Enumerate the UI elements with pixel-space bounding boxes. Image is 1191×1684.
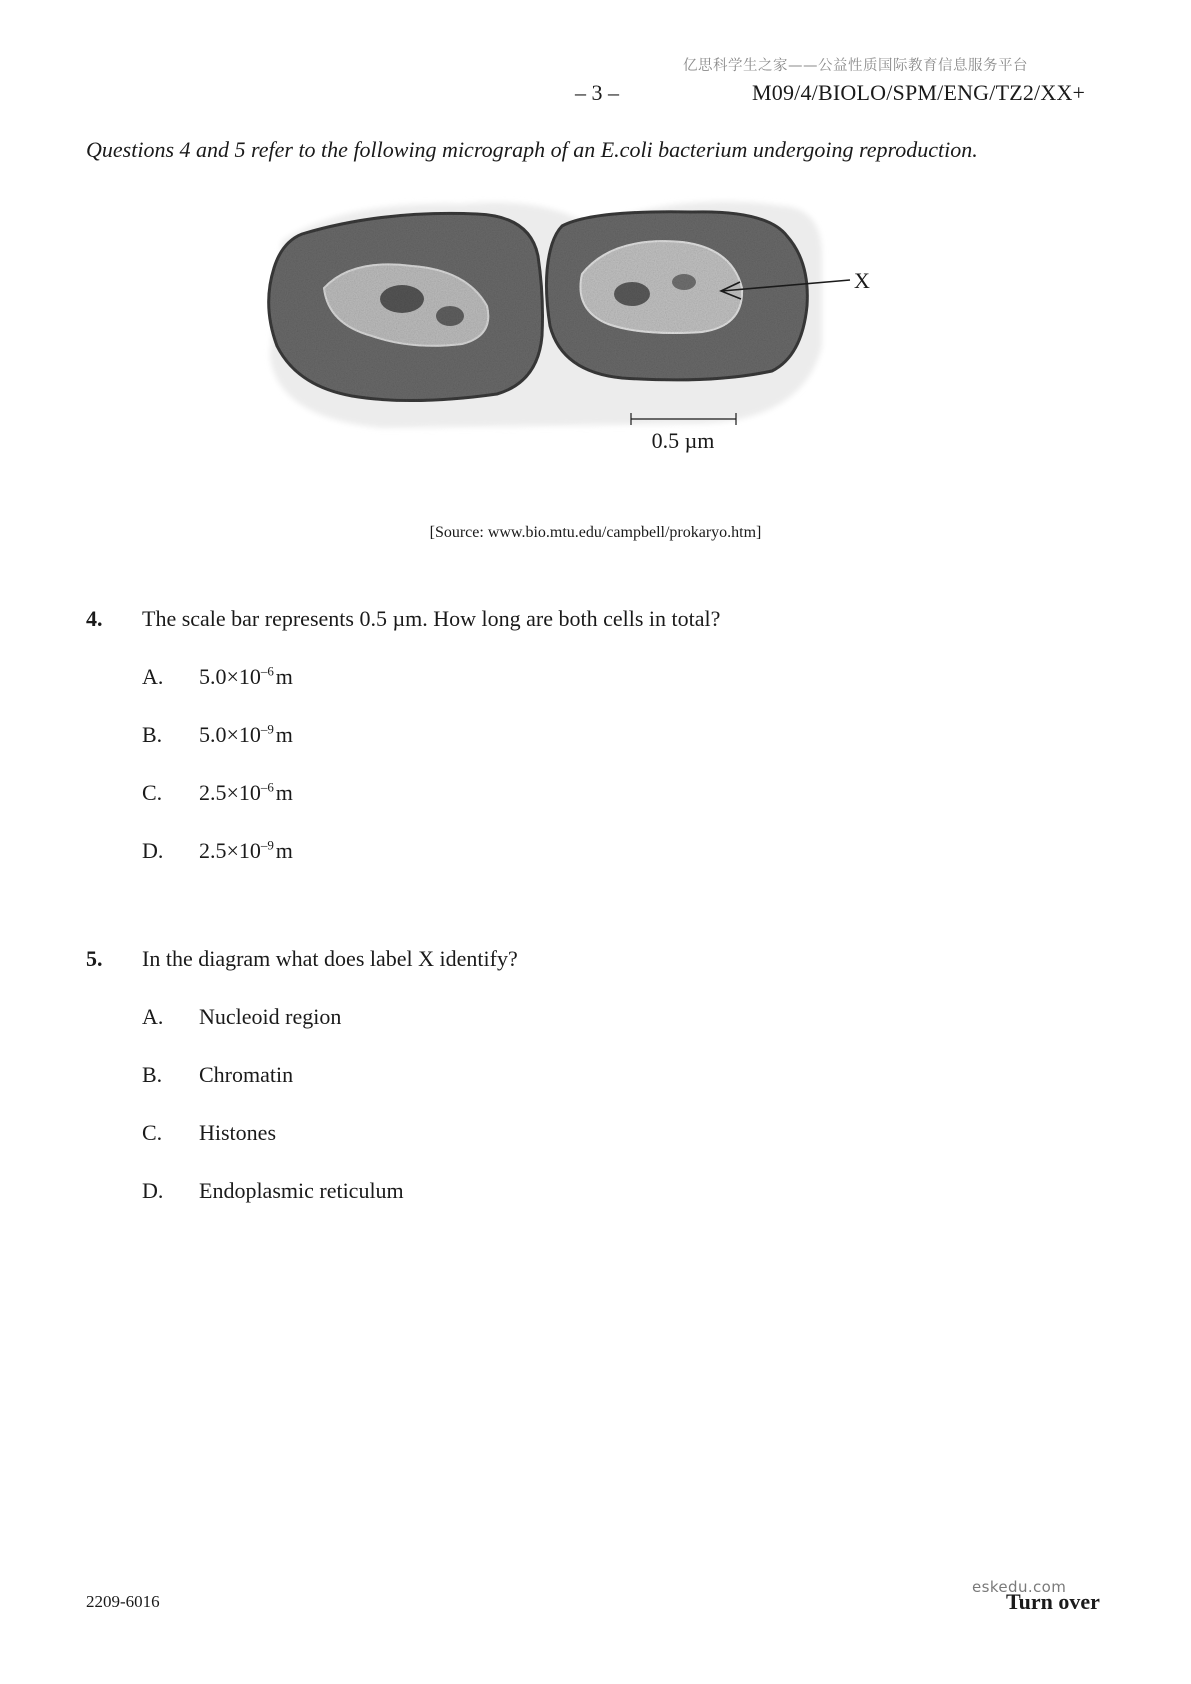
q5-option-b: Chromatin	[199, 1062, 294, 1087]
watermark-text: 亿思科学生之家——公益性质国际教育信息服务平台	[683, 58, 1028, 74]
q4-option-c-letter: C.	[142, 780, 163, 805]
q5-option-a-letter: A.	[142, 1004, 164, 1029]
site-watermark: eskedu.com	[972, 1578, 1067, 1596]
q5-option-c: Histones	[199, 1120, 276, 1145]
questions-intro: Questions 4 and 5 refer to the following micrograph of an E.coli bacterium undergoing reproduction.	[86, 137, 978, 162]
figure-source: [Source: www.bio.mtu.edu/campbell/prokaryo.htm]	[429, 524, 762, 541]
q4-option-b-letter: B.	[142, 722, 163, 747]
q4-option-d: $2.5\times 10^{-9}$ m	[199, 837, 293, 863]
question-4-number: 4.	[86, 606, 103, 631]
q4-option-d-letter: D.	[142, 838, 164, 863]
label-x: X	[854, 268, 870, 293]
q5-option-d: Endoplasmic reticulum	[199, 1178, 404, 1203]
question-5-number: 5.	[86, 946, 103, 971]
question-5-text: In the diagram what does label X identify?	[142, 946, 518, 971]
q4-option-a-letter: A.	[142, 664, 164, 689]
paper-code: M09/4/BIOLO/SPM/ENG/TZ2/XX+	[752, 80, 1086, 105]
q5-option-a: Nucleoid region	[199, 1004, 342, 1029]
right-nucleoid-region	[580, 241, 742, 333]
q5-option-b-letter: B.	[142, 1062, 163, 1087]
question-4-text: The scale bar represents 0.5 µm. How long are both cells in total?	[142, 606, 721, 631]
page-number: – 3 –	[575, 80, 619, 105]
q5-option-d-letter: D.	[142, 1178, 164, 1203]
q4-option-b: $5.0\times 10^{-9}$ m	[199, 721, 293, 747]
q5-option-c-letter: C.	[142, 1120, 163, 1145]
scale-label: 0.5 µm	[651, 428, 715, 453]
ecoli-micrograph	[262, 196, 942, 466]
q4-option-c: $2.5\times 10^{-6}$ m	[199, 779, 293, 805]
paper-reference-code: 2209-6016	[86, 1592, 160, 1611]
q4-option-a: $5.0\times 10^{-6}$ m	[199, 663, 293, 689]
turn-over-label: Turn over	[1006, 1589, 1100, 1614]
